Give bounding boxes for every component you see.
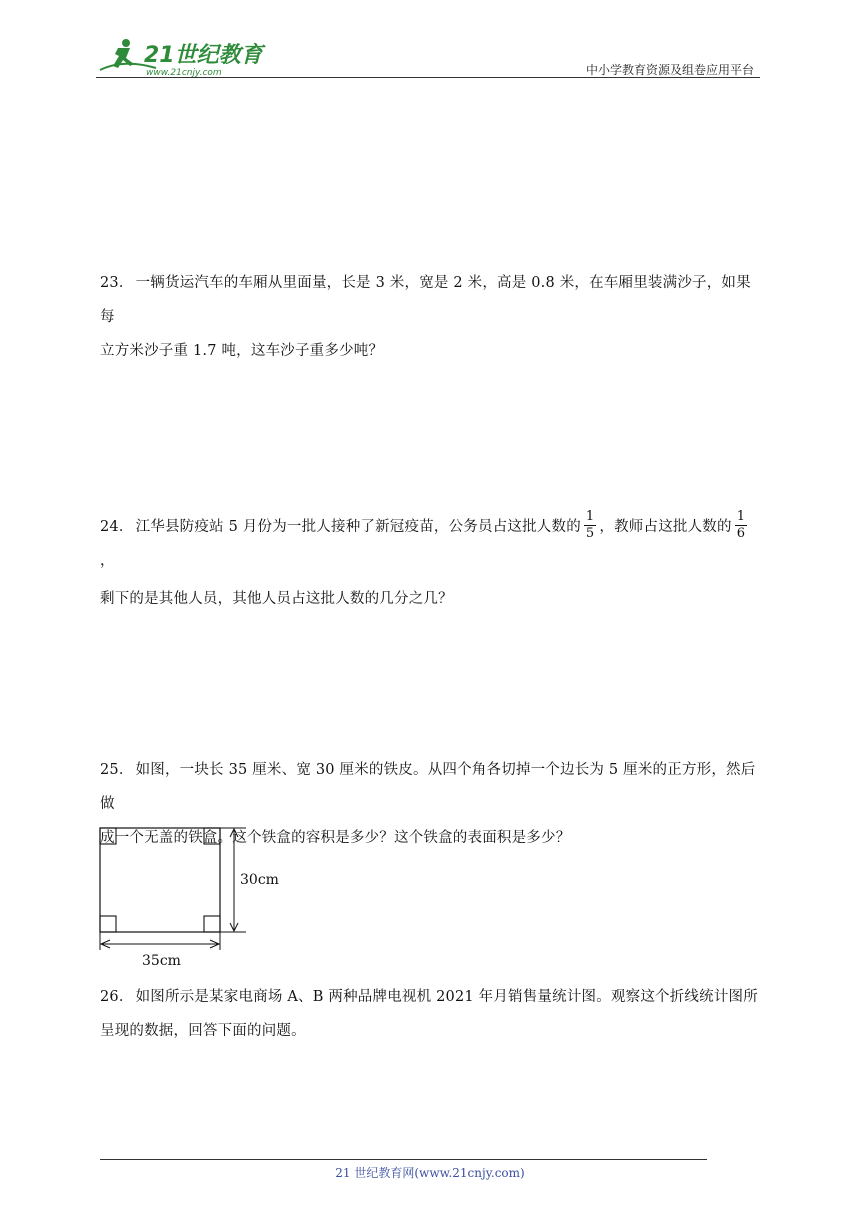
fraction-numerator: 1 [585,508,595,524]
height-label: 30cm [240,872,279,888]
question-number: 25． [100,762,134,778]
question-text: 如图所示是某家电商场 A、B 两种品牌电视机 2021 年月销售量统计图。观察这个折线统计图所 [135,989,758,1005]
question-text: 成一个无盖的铁盒。这个铁盒的容积是多少？这个铁盒的表面积是多少？ [100,830,571,846]
fraction-denominator: 6 [736,525,746,541]
platform-name: 中小学教育资源及组卷应用平台 [585,63,754,77]
corner-squares [100,828,220,932]
question-number: 26． [100,989,134,1005]
logo-url: www.21cnjy.com [146,68,222,78]
question-number: 24． [100,519,134,535]
question-text: ，教师占这批人数的 [599,519,732,535]
question-text: 剩下的是其他人员，其他人员占这批人数的几分之几？ [100,591,453,607]
question-text: 呈现的数据，回答下面的问题。 [100,1023,306,1039]
logo-text: 21世纪教育 [144,43,263,68]
question-text: 立方米沙子重 1.7 吨，这车沙子重多少吨？ [100,343,384,359]
width-label: 35cm [142,953,181,969]
footer-divider [100,1159,707,1160]
fraction-one-fifth [584,509,596,542]
fraction-denominator: 5 [585,525,595,541]
fraction-one-sixth [735,509,747,542]
header-divider [96,77,760,78]
fraction-numerator: 1 [736,508,746,524]
width-dimension [100,932,220,950]
question-text: 一辆货运汽车的车厢从里面量，长是 3 米，宽是 2 米，高是 0.8 米，在车厢里装满沙子，如果每 [100,275,751,325]
iron-sheet-rect [100,828,220,932]
question-number: 23． [100,275,134,291]
question-text: ， [100,553,115,569]
question-26 [100,980,764,1048]
iron-sheet-figure [90,822,320,970]
site-logo [96,32,266,80]
question-23 [100,266,764,368]
footer-link[interactable]: 21 世纪教育网(www.21cnjy.com) [335,1166,525,1180]
question-text: 如图，一块长 35 厘米、宽 30 厘米的铁皮。从四个角各切掉一个边长为 5 厘米的正方形，然后做 [100,762,756,812]
question-24 [100,510,764,616]
question-text: 江华县防疫站 5 月份为一批人接种了新冠疫苗，公务员占这批人数的 [135,519,581,535]
